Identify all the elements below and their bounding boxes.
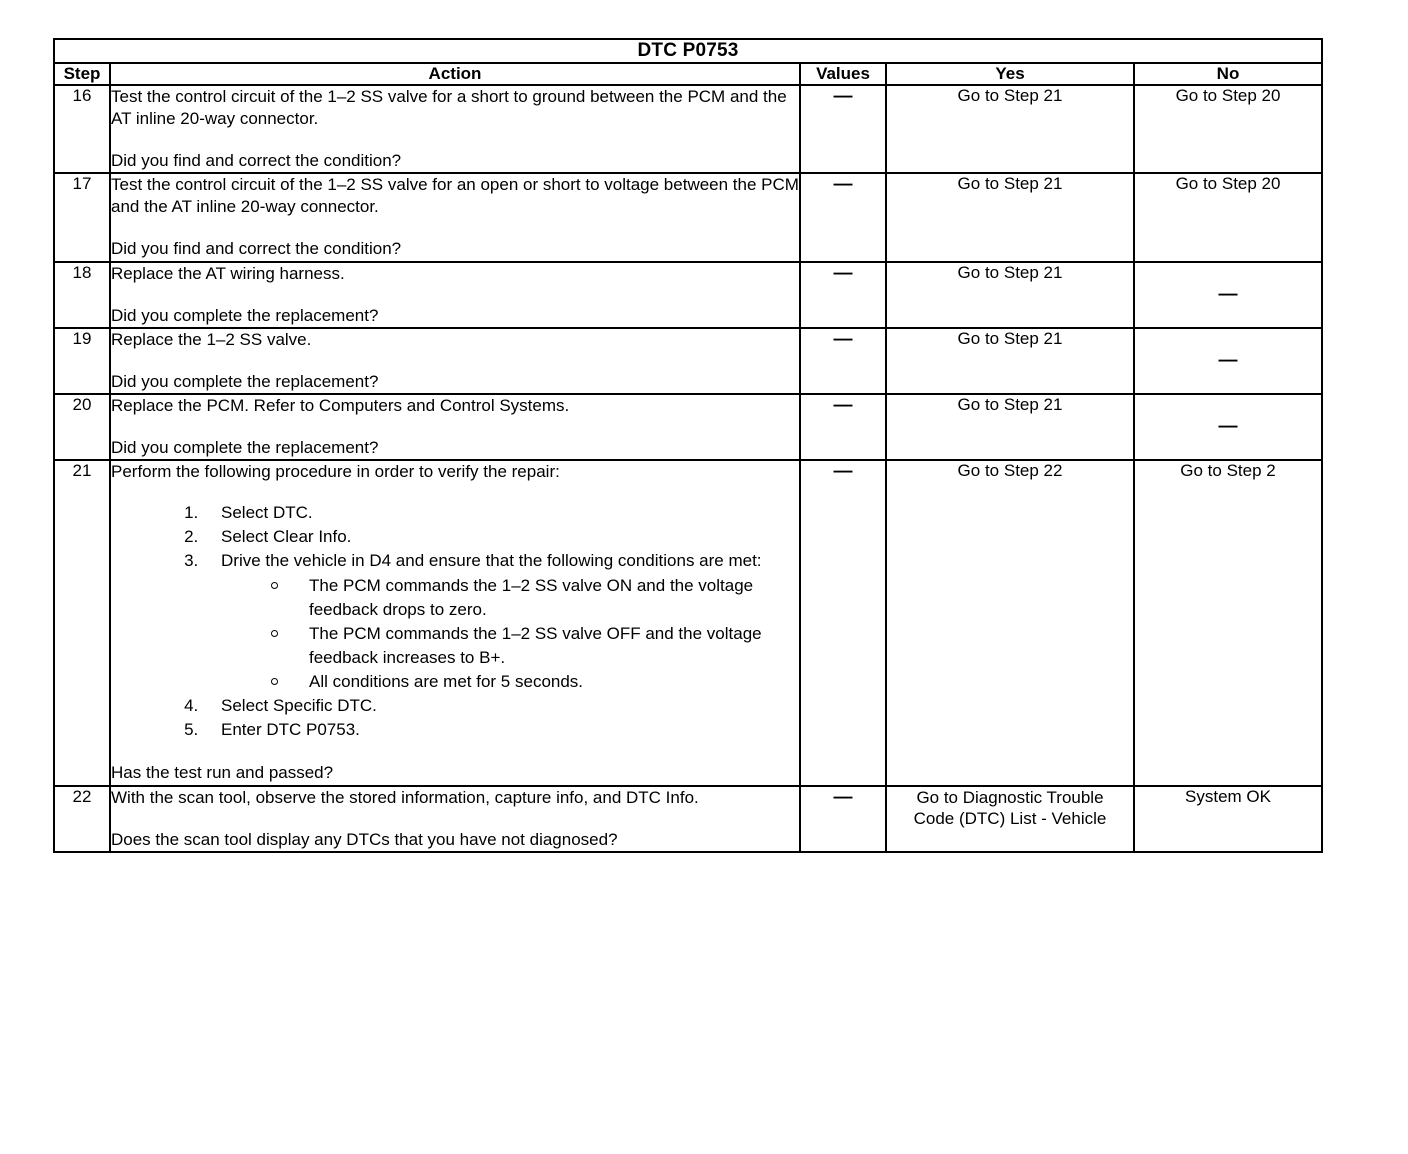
row-yes	[886, 786, 1134, 852]
row-values: —	[800, 262, 886, 328]
row-no: Go to Step 2	[1134, 460, 1322, 785]
column-header-step: Step	[54, 63, 110, 85]
action-description: With the scan tool, observe the stored information, capture info, and DTC Info.	[111, 787, 699, 807]
row-action	[110, 394, 800, 460]
action-question: Does the scan tool display any DTCs that you have not diagnosed?	[111, 829, 618, 849]
action-question: Did you complete the replacement?	[111, 305, 379, 325]
row-action	[110, 328, 800, 394]
row-yes-text	[887, 787, 1133, 830]
row-step-number: 21	[54, 460, 110, 785]
row-values: —	[800, 394, 886, 460]
row-no: Go to Step 20	[1134, 85, 1322, 173]
table-title: DTC P0753	[54, 39, 1322, 63]
spacer	[111, 809, 799, 829]
procedure-subitem-text: The PCM commands the 1–2 SS valve OFF and the voltage feedback increases to B+.	[309, 623, 762, 667]
table-row	[54, 328, 1322, 394]
row-yes: Go to Step 21	[886, 328, 1134, 394]
table-row	[54, 262, 1322, 328]
table-row	[54, 460, 1322, 785]
column-header-no: No	[1134, 63, 1322, 85]
row-step-number: 19	[54, 328, 110, 394]
row-yes: Go to Step 21	[886, 262, 1134, 328]
spacer	[111, 351, 799, 371]
action-question: Did you complete the replacement?	[111, 438, 379, 458]
row-step-number: 22	[54, 786, 110, 852]
procedure-item	[203, 525, 799, 549]
row-step-number: 18	[54, 262, 110, 328]
dtc-diagnostic-table	[53, 38, 1323, 853]
row-no: System OK	[1134, 786, 1322, 852]
row-step-number: 16	[54, 85, 110, 173]
column-header-values: Values	[800, 63, 886, 85]
row-yes-line2: Code (DTC) List - Vehicle	[913, 808, 1107, 828]
procedure-subitem	[265, 574, 799, 622]
procedure-item-text: Select Specific DTC.	[221, 696, 377, 716]
action-description: Replace the PCM. Refer to Computers and Control Systems.	[111, 395, 570, 415]
procedure-item	[203, 694, 799, 718]
row-values: —	[800, 460, 886, 785]
table-row	[54, 394, 1322, 460]
row-step-number: 20	[54, 394, 110, 460]
column-header-yes: Yes	[886, 63, 1134, 85]
procedure-item-text: Enter DTC P0753.	[221, 720, 360, 740]
procedure-subitem-list	[221, 574, 799, 695]
action-question: Did you complete the replacement?	[111, 371, 379, 391]
procedure-item	[203, 718, 799, 742]
action-question: Has the test run and passed?	[111, 763, 334, 783]
spacer	[111, 417, 799, 437]
row-yes: Go to Step 22	[886, 460, 1134, 785]
column-header-action: Action	[110, 63, 800, 85]
procedure-subitem-text: The PCM commands the 1–2 SS valve ON and the voltage feedback drops to zero.	[309, 575, 754, 619]
spacer	[111, 285, 799, 305]
table-row	[54, 85, 1322, 173]
row-no: —	[1134, 262, 1322, 328]
procedure-subitem	[265, 622, 799, 670]
row-values: —	[800, 328, 886, 394]
row-yes: Go to Step 21	[886, 85, 1134, 173]
row-action	[110, 85, 800, 173]
row-yes: Go to Step 21	[886, 173, 1134, 261]
procedure-subitem-text: All conditions are met for 5 seconds.	[309, 672, 584, 692]
row-no: Go to Step 20	[1134, 173, 1322, 261]
action-description: Test the control circuit of the 1–2 SS valve for a short to ground between the PCM and the AT inline 20-way connector.	[111, 87, 787, 129]
table-row	[54, 786, 1322, 852]
row-action	[110, 460, 800, 785]
procedure-item	[203, 501, 799, 525]
row-yes-line1: Go to Diagnostic Trouble	[916, 787, 1104, 807]
action-question: Did you find and correct the condition?	[111, 151, 402, 171]
spacer	[111, 130, 799, 150]
procedure-subitem	[265, 670, 799, 694]
row-no: —	[1134, 328, 1322, 394]
action-description: Test the control circuit of the 1–2 SS valve for an open or short to voltage between the PCM and the AT inline 20-way connector.	[111, 175, 799, 217]
action-description: Perform the following procedure in order to verify the repair:	[111, 462, 560, 482]
row-action	[110, 173, 800, 261]
row-action	[110, 786, 800, 852]
procedure-list	[111, 501, 799, 742]
row-values: —	[800, 173, 886, 261]
action-question: Did you find and correct the condition?	[111, 239, 402, 259]
row-values: —	[800, 786, 886, 852]
table-title-row	[54, 39, 1322, 63]
procedure-item-text: Drive the vehicle in D4 and ensure that the following conditions are met:	[221, 551, 762, 571]
procedure-item-text: Select Clear Info.	[221, 527, 352, 547]
procedure-item	[203, 549, 799, 694]
table-header-row	[54, 63, 1322, 85]
row-step-number: 17	[54, 173, 110, 261]
spacer	[111, 742, 799, 762]
row-values: —	[800, 85, 886, 173]
action-description: Replace the AT wiring harness.	[111, 263, 345, 283]
procedure-item-text: Select DTC.	[221, 503, 313, 523]
action-description: Replace the 1–2 SS valve.	[111, 329, 312, 349]
row-action	[110, 262, 800, 328]
row-no: —	[1134, 394, 1322, 460]
row-yes: Go to Step 21	[886, 394, 1134, 460]
table-row	[54, 173, 1322, 261]
spacer	[111, 218, 799, 238]
